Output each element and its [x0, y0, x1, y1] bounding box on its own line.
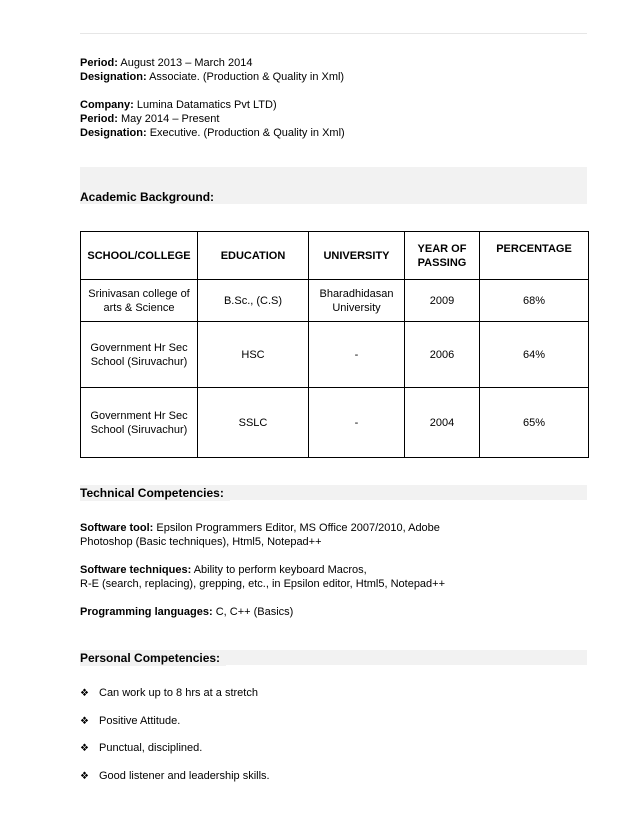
cell-percentage: 68% — [480, 280, 589, 322]
cell-university: - — [309, 388, 405, 458]
header-school: SCHOOL/COLLEGE — [81, 232, 198, 280]
diamond-bullet-icon: ❖ — [80, 743, 89, 754]
school-line2: School (Siruvachur) — [90, 355, 188, 368]
software-techniques-value-1: Ability to perform keyboard Macros, — [193, 564, 367, 576]
university-line1: Bharadhidasan — [319, 287, 394, 300]
period-label: Period: — [80, 113, 118, 125]
designation-label: Designation: — [80, 71, 147, 83]
cell-university: - — [309, 322, 405, 388]
company-label: Company: — [80, 99, 134, 111]
software-tool-label: Software tool: — [80, 522, 154, 534]
diamond-bullet-icon: ❖ — [80, 688, 89, 699]
cell-school — [81, 388, 198, 458]
table-row — [81, 322, 589, 388]
cell-education: B.Sc., (C.S) — [198, 280, 309, 322]
academic-heading: Academic Background: — [80, 190, 215, 204]
school-line1: Government Hr Sec — [90, 341, 188, 354]
school-line2: arts & Science — [103, 301, 175, 314]
list-item — [80, 769, 270, 784]
school-line1: Government Hr Sec — [90, 409, 188, 422]
cell-school — [81, 322, 198, 388]
software-tool-line2: Photoshop (Basic techniques), Html5, Notepad++ — [80, 536, 322, 548]
period-value: August 2013 – March 2014 — [120, 57, 253, 69]
experience-2-designation — [80, 126, 345, 140]
header-university: UNIVERSITY — [309, 232, 405, 280]
university-line2: University — [332, 301, 381, 314]
software-techniques-line2: R-E (search, replacing), grepping, etc., in Epsilon editor, Html5, Notepad++ — [80, 578, 446, 590]
table-row — [81, 388, 589, 458]
period-value: May 2014 – Present — [120, 113, 220, 125]
school-line1: Srinivasan college of — [88, 287, 190, 300]
period-label: Period: — [80, 57, 118, 69]
programming-value: C, C++ (Basics) — [215, 606, 294, 618]
experience-2-company — [80, 98, 277, 112]
header-year — [405, 232, 480, 280]
diamond-bullet-icon: ❖ — [80, 716, 89, 727]
cell-percentage: 64% — [480, 322, 589, 388]
cell-year: 2006 — [405, 322, 480, 388]
cell-percentage: 65% — [480, 388, 589, 458]
designation-value: Executive. (Production & Quality in Xml) — [149, 127, 345, 139]
table-row — [81, 280, 589, 322]
personal-heading: Personal Competencies: — [80, 651, 226, 666]
cell-education: SSLC — [198, 388, 309, 458]
list-item-text: Punctual, disciplined. — [99, 742, 203, 754]
designation-value: Associate. (Production & Quality in Xml) — [149, 71, 345, 83]
list-item-text: Positive Attitude. — [99, 715, 181, 727]
cell-year: 2004 — [405, 388, 480, 458]
table-header-row — [81, 232, 589, 280]
experience-2-period — [80, 112, 219, 126]
designation-label: Designation: — [80, 127, 147, 139]
list-item-text: Can work up to 8 hrs at a stretch — [99, 687, 258, 699]
header-percentage: PERCENTAGE — [480, 232, 589, 280]
school-line2: School (Siruvachur) — [90, 423, 188, 436]
cell-university — [309, 280, 405, 322]
list-item-text: Good listener and leadership skills. — [99, 770, 270, 782]
page-header-rule — [80, 33, 587, 34]
experience-1-designation — [80, 70, 344, 84]
list-item — [80, 714, 180, 729]
company-value: Lumina Datamatics Pvt LTD) — [136, 99, 277, 111]
diamond-bullet-icon: ❖ — [80, 771, 89, 782]
cell-education: HSC — [198, 322, 309, 388]
technical-heading: Technical Competencies: — [80, 486, 230, 501]
header-year-line1: YEAR OF — [417, 242, 467, 255]
programming-label: Programming languages: — [80, 606, 213, 618]
header-year-line2: PASSING — [417, 256, 467, 269]
academic-table — [80, 231, 589, 458]
experience-1-period — [80, 56, 252, 70]
header-education: EDUCATION — [198, 232, 309, 280]
programming-languages — [80, 605, 293, 619]
software-techniques-line1 — [80, 563, 367, 577]
list-item — [80, 686, 258, 701]
list-item — [80, 741, 202, 756]
cell-year: 2009 — [405, 280, 480, 322]
software-techniques-label: Software techniques: — [80, 564, 192, 576]
software-tool-value-1: Epsilon Programmers Editor, MS Office 2007/2010, Adobe — [156, 522, 440, 534]
cell-school — [81, 280, 198, 322]
software-tool-line1 — [80, 521, 440, 535]
